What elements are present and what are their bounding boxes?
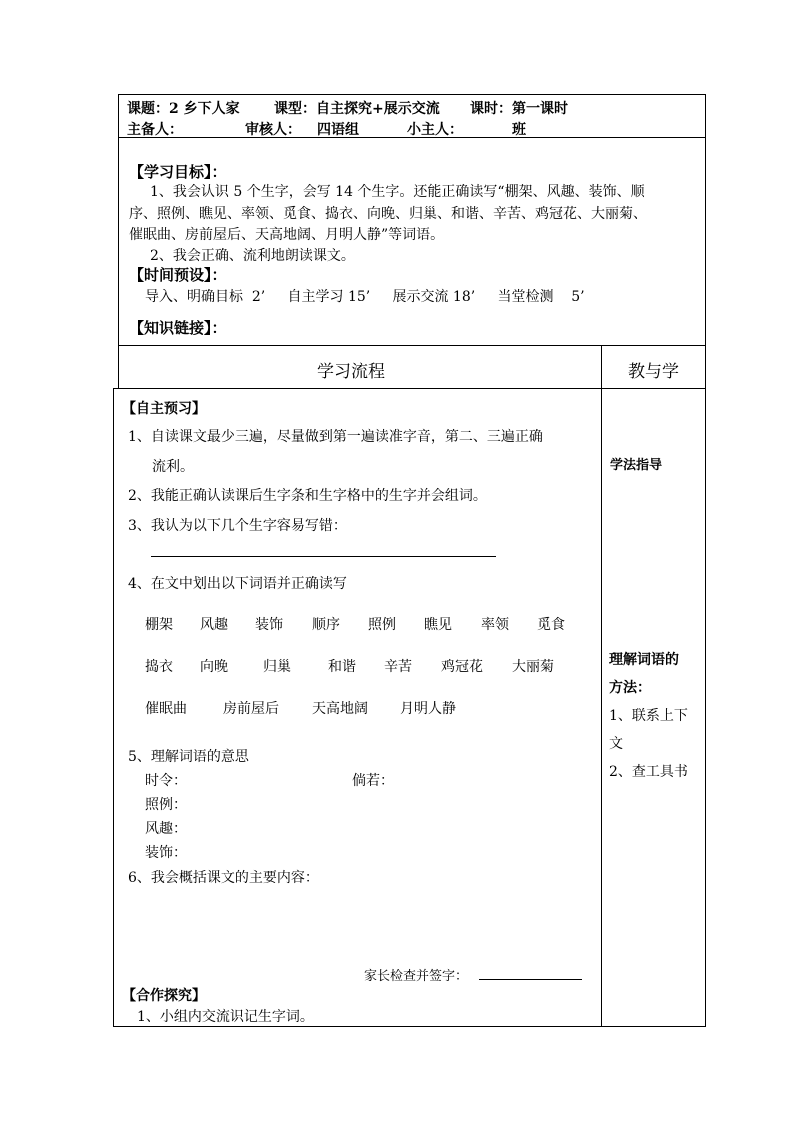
- word-item: 风趣: [200, 617, 228, 633]
- objective-1-line-2: 序、照例、瞧见、率领、觅食、捣衣、向晚、归巢、和谐、辛苦、鸡冠花、大丽菊、: [129, 206, 647, 222]
- knowledge-heading: 【知识链接】：: [129, 319, 227, 337]
- parent-sign-label: 家长检查并签字：: [364, 969, 469, 984]
- word-item: 房前屋后: [223, 701, 279, 717]
- term-zhaoli: 照例：: [145, 797, 187, 813]
- reviewer-label: 审核人：: [245, 122, 301, 138]
- word-item: 觅食: [537, 617, 565, 633]
- word-item: 归巢: [263, 659, 291, 675]
- preparer-label: 主备人：: [127, 122, 183, 138]
- method-guide-label: 学法指导: [610, 458, 663, 473]
- column-header-process: 学习流程: [317, 362, 385, 382]
- section-divider: [118, 345, 706, 346]
- word-item: 天高地阔: [312, 701, 368, 717]
- preview-q5: 5、理解词语的意思: [128, 749, 249, 765]
- term-tangruo: 倘若：: [352, 773, 394, 789]
- word-item: 照例: [368, 617, 396, 633]
- word-item: 装饰: [255, 617, 283, 633]
- word-item: 月明人静: [400, 701, 456, 717]
- term-shiling: 时令：: [145, 773, 187, 789]
- method-1-line-2: 文: [609, 736, 623, 752]
- table-top-border: [118, 94, 706, 95]
- preview-q1-line-1: 1、自读课文最少三遍，尽量做到第一遍读准字音，第二、三遍正确: [128, 429, 543, 445]
- term-zhuangshi: 装饰：: [145, 845, 187, 861]
- word-item: 大丽菊: [512, 659, 554, 675]
- understand-method-title-2: 方法：: [609, 680, 651, 696]
- word-item: 催眠曲: [145, 701, 187, 717]
- method-2: 2、查工具书: [609, 764, 688, 780]
- coop-item-1: 1、小组内交流识记生字词。: [137, 1009, 314, 1025]
- understand-method-title-1: 理解词语的: [609, 652, 679, 668]
- preview-q1-line-2: 流利。: [152, 459, 194, 475]
- term-fengqu: 风趣：: [145, 821, 187, 837]
- preview-q4: 4、在文中划出以下词语并正确读写: [128, 576, 347, 592]
- objective-1-line-3: 催眠曲、房前屋后、天高地阔、月明人静”等词语。: [129, 227, 445, 243]
- word-item: 向晚: [200, 659, 228, 675]
- method-1-line-1: 1、联系上下: [609, 708, 688, 724]
- owner-label: 小主人：: [407, 122, 463, 138]
- objective-2: 2、我会正确、流利地朗读课文。: [150, 248, 355, 264]
- time-plan: 导入、明确目标 2’ 自主学习 15’ 展示交流 18’ 当堂检测 5’: [145, 289, 585, 305]
- lesson-period: 课时：第一课时: [470, 101, 568, 117]
- word-item: 瞧见: [424, 617, 452, 633]
- word-item: 鸡冠花: [441, 659, 483, 675]
- column-header-teach: 教与学: [628, 362, 679, 382]
- lesson-type: 课型：自主探究+展示交流: [274, 101, 440, 117]
- left-border-upper: [118, 94, 119, 389]
- preview-heading: 【自主预习】: [122, 401, 206, 417]
- parent-sign-blank-line[interactable]: [479, 979, 582, 980]
- preview-q2: 2、我能正确认读课后生字条和生字格中的生字并会组词。: [128, 488, 487, 504]
- class-label: 班: [512, 122, 526, 138]
- coop-heading: 【合作探究】: [122, 988, 206, 1004]
- wrong-chars-blank-line[interactable]: [151, 556, 496, 557]
- preview-q3: 3、我认为以下几个生字容易写错：: [128, 518, 347, 534]
- lesson-topic: 课题：2 乡下人家: [127, 101, 240, 117]
- objective-1-line-1: 1、我会认识 5 个生字，会写 14 个生字。还能正确读写“棚架、风趣、装饰、顺: [150, 184, 645, 200]
- review-group: 四语组: [317, 122, 359, 138]
- time-heading: 【时间预设】：: [129, 266, 227, 284]
- right-border: [705, 94, 706, 1027]
- word-item: 捣衣: [145, 659, 173, 675]
- column-header-bottom: [113, 388, 706, 389]
- word-item: 率领: [481, 617, 509, 633]
- word-item: 顺序: [312, 617, 340, 633]
- word-item: 棚架: [145, 617, 173, 633]
- word-item: 和谐: [328, 659, 356, 675]
- preview-q6: 6、我会概括课文的主要内容：: [128, 870, 319, 886]
- objectives-heading: 【学习目标】：: [129, 163, 227, 181]
- left-border-lower: [113, 388, 114, 1027]
- word-item: 辛苦: [384, 659, 412, 675]
- table-bottom-border: [113, 1026, 706, 1027]
- column-divider: [601, 345, 602, 1027]
